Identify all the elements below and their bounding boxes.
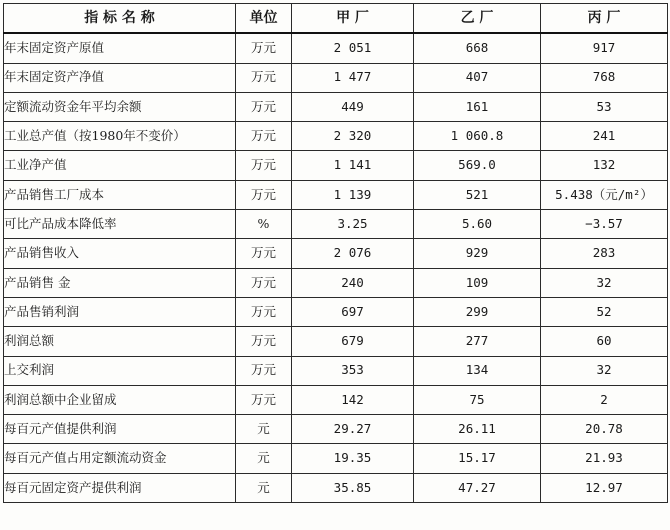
unit-cell: 万元 [236,63,292,92]
plant-b-value: 47.27 [414,473,541,502]
indicator-name: 每百元固定资产提供利润 [4,473,236,502]
unit-cell: 万元 [236,92,292,121]
unit-cell: 万元 [236,385,292,414]
plant-b-value: 929 [414,239,541,268]
plant-a-value: 142 [292,385,414,414]
table-row [4,92,668,121]
plant-a-value: 679 [292,327,414,356]
indicator-name: 年末固定资产净值 [4,63,236,92]
unit-cell: 元 [236,415,292,444]
table-row [4,268,668,297]
table-row [4,33,668,63]
plant-c-value: 32 [541,268,668,297]
plant-a-value: 1 477 [292,63,414,92]
plant-c-value: 2 [541,385,668,414]
unit-cell: 万元 [236,297,292,326]
indicator-name: 工业总产值（按1980年不变价） [4,122,236,151]
header-unit: 单位 [236,4,292,34]
plant-b-value: 299 [414,297,541,326]
header-plant-c: 丙 厂 [541,4,668,34]
unit-cell: 万元 [236,180,292,209]
unit-cell: 万元 [236,327,292,356]
indicator-name: 工业净产值 [4,151,236,180]
header-plant-b: 乙 厂 [414,4,541,34]
table-row [4,151,668,180]
plant-b-value: 75 [414,385,541,414]
unit-cell: 元 [236,444,292,473]
table-row [4,444,668,473]
plant-c-value: 12.97 [541,473,668,502]
plant-a-value: 2 051 [292,33,414,63]
table-row [4,297,668,326]
plant-b-value: 134 [414,356,541,385]
plant-c-value: 917 [541,33,668,63]
header-plant-a: 甲 厂 [292,4,414,34]
plant-b-value: 521 [414,180,541,209]
plant-b-value: 109 [414,268,541,297]
plant-a-value: 449 [292,92,414,121]
unit-cell: 元 [236,473,292,502]
unit-cell: 万元 [236,356,292,385]
table-row [4,63,668,92]
plant-a-value: 1 141 [292,151,414,180]
plant-b-value: 407 [414,63,541,92]
plant-c-value: 768 [541,63,668,92]
table-row [4,385,668,414]
indicator-table [3,3,668,503]
indicator-name: 上交利润 [4,356,236,385]
plant-a-value: 1 139 [292,180,414,209]
unit-cell: 万元 [236,239,292,268]
plant-a-value: 19.35 [292,444,414,473]
plant-b-value: 1 060.8 [414,122,541,151]
plant-c-value: 53 [541,92,668,121]
plant-b-value: 15.17 [414,444,541,473]
indicator-name: 产品售销利润 [4,297,236,326]
indicator-name: 利润总额 [4,327,236,356]
table-body [4,33,668,502]
plant-c-value: 132 [541,151,668,180]
indicator-name: 每百元产值提供利润 [4,415,236,444]
indicator-name: 可比产品成本降低率 [4,210,236,239]
plant-c-value: 32 [541,356,668,385]
indicator-name: 产品销售工厂成本 [4,180,236,209]
table-header [4,4,668,34]
table-row [4,210,668,239]
plant-c-value: 52 [541,297,668,326]
plant-b-value: 26.11 [414,415,541,444]
indicator-name: 每百元产值占用定额流动资金 [4,444,236,473]
plant-a-value: 29.27 [292,415,414,444]
plant-c-value: 21.93 [541,444,668,473]
table-row [4,180,668,209]
table-row [4,415,668,444]
plant-a-value: 697 [292,297,414,326]
indicator-name: 利润总额中企业留成 [4,385,236,414]
plant-b-value: 5.60 [414,210,541,239]
plant-a-value: 240 [292,268,414,297]
indicator-name: 年末固定资产原值 [4,33,236,63]
indicator-name: 产品销售收入 [4,239,236,268]
plant-c-value: 5.438（元/m²） [541,180,668,209]
plant-a-value: 35.85 [292,473,414,502]
plant-a-value: 2 320 [292,122,414,151]
plant-b-value: 569.0 [414,151,541,180]
indicator-name: 产品销售 金 [4,268,236,297]
plant-b-value: 277 [414,327,541,356]
table-row [4,327,668,356]
plant-c-value: 283 [541,239,668,268]
unit-cell: 万元 [236,151,292,180]
plant-a-value: 353 [292,356,414,385]
plant-b-value: 668 [414,33,541,63]
header-indicator-name: 指 标 名 称 [4,4,236,34]
table-row [4,356,668,385]
plant-c-value: 20.78 [541,415,668,444]
table-row [4,239,668,268]
plant-c-value: 60 [541,327,668,356]
unit-cell: % [236,210,292,239]
unit-cell: 万元 [236,268,292,297]
plant-b-value: 161 [414,92,541,121]
plant-c-value: 241 [541,122,668,151]
unit-cell: 万元 [236,122,292,151]
table-row [4,473,668,502]
plant-a-value: 2 076 [292,239,414,268]
plant-a-value: 3.25 [292,210,414,239]
plant-c-value: −3.57 [541,210,668,239]
indicator-name: 定额流动资金年平均余额 [4,92,236,121]
unit-cell: 万元 [236,33,292,63]
table-row [4,122,668,151]
